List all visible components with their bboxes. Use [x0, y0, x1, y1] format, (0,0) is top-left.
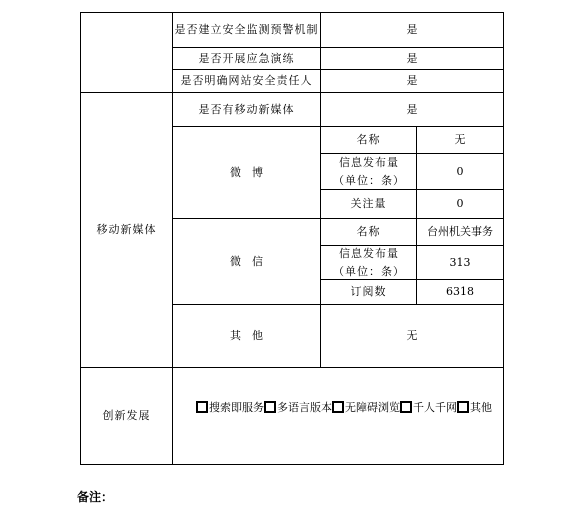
checkbox-multilingual[interactable]	[264, 401, 276, 413]
remarks-label: 备注：	[77, 490, 114, 504]
responsible-label: 是否明确网站安全责任人	[180, 74, 313, 87]
checkbox-other[interactable]	[457, 401, 469, 413]
wechat-name-label: 名称	[356, 225, 381, 238]
drill-label: 是否开展应急演练	[198, 51, 295, 65]
weibo-label: 微 博	[230, 165, 263, 179]
other-media-value: 无	[406, 329, 418, 342]
has-mobile-media-label: 是否有移动新媒体	[198, 102, 295, 116]
option-search-service: 搜索即服务	[209, 401, 264, 414]
wechat-label: 微 信	[230, 254, 263, 268]
checkbox-personalized[interactable]	[400, 401, 412, 413]
wechat-posts-label: 信息发布量（单位：条）	[333, 246, 405, 278]
innovation-section-label: 创新发展	[102, 409, 151, 422]
monitoring-label: 是否建立安全监测预警机制	[174, 23, 319, 36]
checkbox-accessibility[interactable]	[332, 401, 344, 413]
has-mobile-media-value: 是	[406, 102, 418, 116]
innovation-options	[196, 399, 492, 415]
weibo-name-label: 名称	[356, 133, 381, 146]
drill-value: 是	[406, 51, 418, 65]
option-other: 其他	[470, 401, 492, 414]
weibo-followers-value: 0	[456, 197, 464, 210]
option-personalized: 千人千网	[413, 401, 457, 414]
weibo-posts-value: 0	[456, 164, 464, 178]
wechat-posts-value: 313	[449, 255, 471, 269]
checkbox-search-service[interactable]	[196, 401, 208, 413]
weibo-followers-label: 关注量	[350, 197, 387, 210]
option-multilingual: 多语言版本	[277, 401, 332, 414]
responsible-value: 是	[406, 74, 418, 87]
wechat-name-value: 台州机关事务	[427, 225, 493, 238]
mobile-media-section-label: 移动新媒体	[96, 223, 157, 236]
weibo-posts-label: 信息发布量（单位：条）	[333, 155, 405, 187]
wechat-subscribers-label: 订阅数	[350, 285, 387, 298]
weibo-name-value: 无	[454, 133, 466, 146]
wechat-subscribers-value: 6318	[446, 285, 474, 298]
other-media-label: 其 他	[230, 329, 263, 342]
option-accessibility: 无障碍浏览	[345, 401, 400, 414]
monitoring-value: 是	[406, 23, 418, 36]
